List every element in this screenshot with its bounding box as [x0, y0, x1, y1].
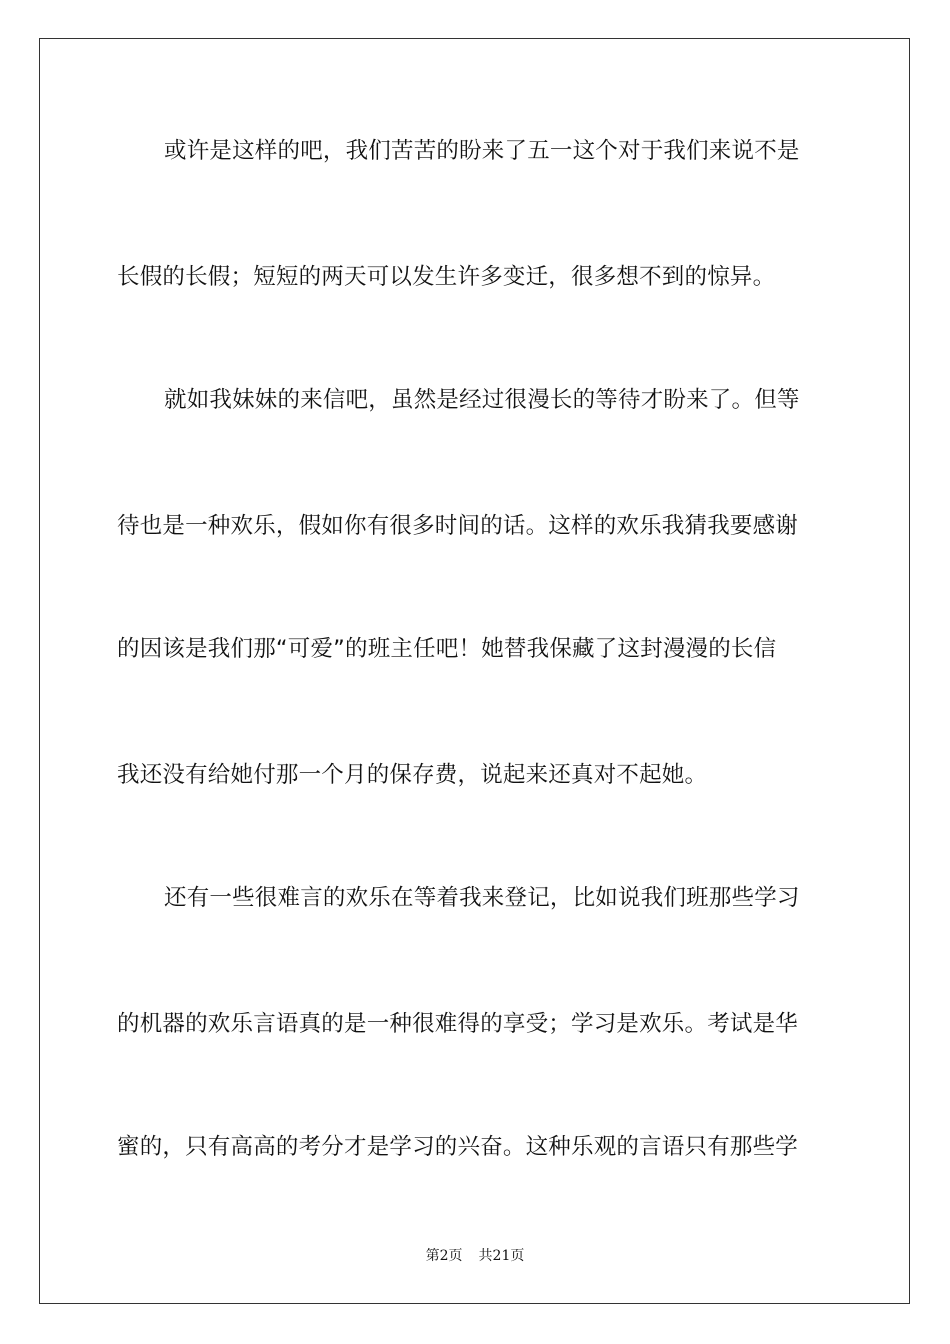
- page-footer: [0, 1246, 950, 1266]
- page-number: 第2页: [425, 1248, 463, 1264]
- total-pages: 共21页: [478, 1248, 525, 1264]
- paragraph-1-line-1: 或许是这样的吧，我们苦苦的盼来了五一这个对于我们来说不是: [164, 138, 800, 164]
- paragraph-2-line-1: 就如我妹妹的来信吧，虽然是经过很漫长的等待才盼来了。但等: [164, 387, 800, 413]
- paragraph-2-line-2: 待也是一种欢乐，假如你有很多时间的话。这样的欢乐我猜我要感谢: [117, 513, 799, 539]
- paragraph-2-line-3: 的因该是我们那“可爱”的班主任吧！她替我保藏了这封漫漫的长信: [117, 636, 777, 662]
- paragraph-1-line-2: 长假的长假；短短的两天可以发生许多变迁，很多想不到的惊异。: [117, 264, 776, 290]
- paragraph-3-line-1: 还有一些很难言的欢乐在等着我来登记，比如说我们班那些学习: [164, 885, 800, 911]
- page-border: [39, 38, 910, 1304]
- paragraph-3-line-2: 的机器的欢乐言语真的是一种很难得的享受；学习是欢乐。考试是华: [117, 1011, 799, 1037]
- paragraph-2-line-4: 我还没有给她付那一个月的保存费，说起来还真对不起她。: [117, 762, 708, 788]
- paragraph-3-line-3: 蜜的，只有高高的考分才是学习的兴奋。这种乐观的言语只有那些学: [117, 1134, 799, 1160]
